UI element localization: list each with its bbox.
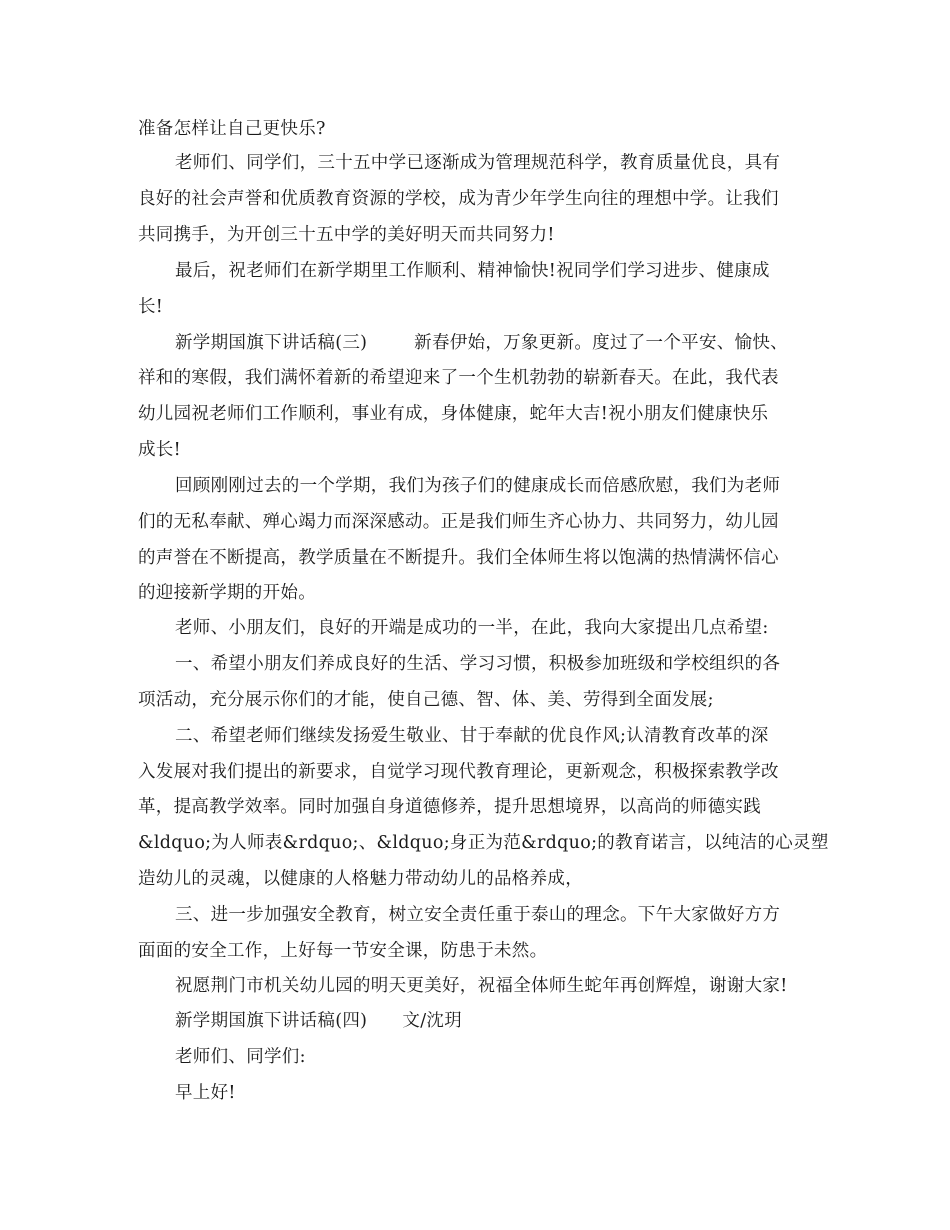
text-line: 祥和的寒假，我们满怀着新的希望迎来了一个生机勃勃的崭新春天。在此，我代表: [138, 368, 779, 388]
text-line: 新学期国旗下讲话稿(三) 新春伊始，万象更新。度过了一个平安、愉快、: [175, 333, 788, 353]
text-line: 早上好!: [175, 1083, 236, 1103]
text-line: 面面的安全工作，上好每一节安全课，防患于未然。: [138, 941, 548, 961]
text-line: 新学期国旗下讲话稿(四) 文/沈玥: [175, 1011, 463, 1031]
text-line: &ldquo;为人师表&rdquo;、&ldquo;身正为范&rdquo;的教育诺言，以纯洁的心灵塑: [138, 833, 829, 853]
text-line: 准备怎样让自己更快乐?: [138, 119, 326, 139]
text-line: 回顾刚刚过去的一个学期，我们为孩子们的健康成长而倍感欣慰，我们为老师: [175, 476, 781, 496]
text-line: 老师们、同学们:: [175, 1047, 306, 1067]
text-line: 老师们、同学们，三十五中学已逐渐成为管理规范科学，教育质量优良，具有: [175, 153, 781, 173]
text-line: 的迎接新学期的开始。: [138, 583, 316, 603]
text-line: 们的无私奉献、殚心竭力而深深感动。正是我们师生齐心协力、共同努力，幼儿园: [138, 512, 779, 532]
text-line: 老师、小朋友们，良好的开端是成功的一半，在此，我向大家提出几点希望:: [175, 618, 769, 638]
text-line: 共同携手，为开创三十五中学的美好明天而共同努力!: [138, 225, 555, 245]
text-line: 项活动，充分展示你们的才能，使自己德、智、体、美、劳得到全面发展;: [138, 690, 714, 710]
text-line: 幼儿园祝老师们工作顺利，事业有成，身体健康，蛇年大吉!祝小朋友们健康快乐: [138, 404, 769, 424]
text-line: 的声誉在不断提高，教学质量在不断提升。我们全体师生将以饱满的热情满怀信心: [138, 548, 779, 568]
text-line: 一、希望小朋友们养成良好的生活、学习习惯，积极参加班级和学校组织的各: [175, 654, 781, 674]
text-line: 二、希望老师们继续发扬爱生敬业、甘于奉献的优良作风;认清教育改革的深: [175, 726, 769, 746]
text-line: 长!: [138, 297, 164, 317]
text-line: 造幼儿的灵魂，以健康的人格魅力带动幼儿的品格养成，: [138, 869, 583, 889]
text-line: 入发展对我们提出的新要求，自觉学习现代教育理论，更新观念，积极探索教学改: [138, 762, 779, 782]
text-line: 祝愿荆门市机关幼儿园的明天更美好，祝福全体师生蛇年再创辉煌，谢谢大家!: [175, 976, 788, 996]
text-line: 成长!: [138, 440, 181, 460]
text-line: 革，提高教学效率。同时加强自身道德修养，提升思想境界，以高尚的师德实践: [138, 797, 761, 817]
text-line: 最后，祝老师们在新学期里工作顺利、精神愉快!祝同学们学习进步、健康成: [175, 261, 770, 281]
text-line: 良好的社会声誉和优质教育资源的学校，成为青少年学生向往的理想中学。让我们: [138, 189, 779, 209]
text-line: 三、进一步加强安全教育，树立安全责任重于泰山的理念。下午大家做好方方: [175, 905, 781, 925]
